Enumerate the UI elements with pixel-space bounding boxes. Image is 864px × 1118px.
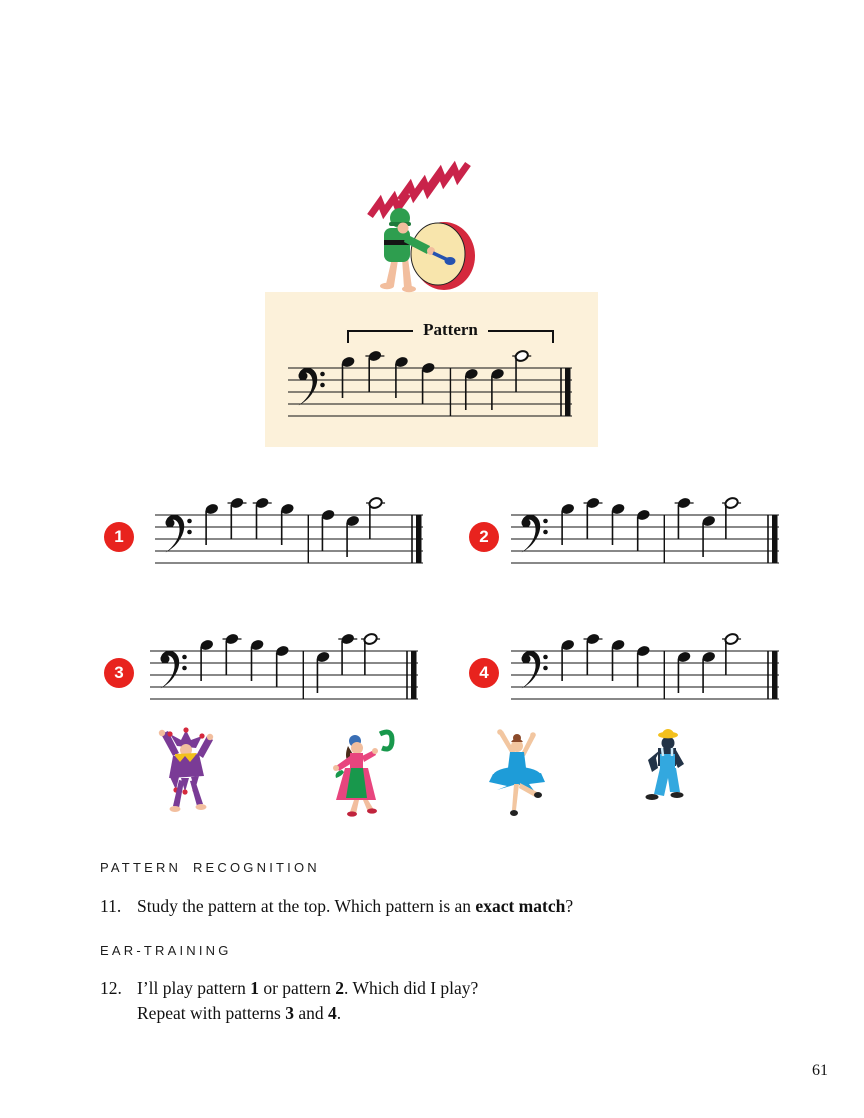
staff-svg	[511, 627, 779, 715]
pattern-1-staff	[155, 491, 423, 579]
bass-clef-icon	[299, 368, 325, 406]
note-C4-half	[366, 496, 385, 539]
question-12-line2: Repeat with patterns 3 and 4.	[137, 1003, 342, 1023]
question-12-line1: I’ll play pattern 1 or pattern 2. Which did I play?	[137, 978, 479, 998]
staff-svg	[511, 491, 779, 579]
note-A3-quarter	[636, 508, 651, 551]
bracket-right-tick	[552, 330, 554, 343]
final-thick-barline	[416, 515, 422, 563]
note-A3-quarter	[275, 644, 290, 687]
ear-training-heading: EAR-TRAINING	[100, 943, 232, 958]
pattern-3-staff	[150, 627, 418, 715]
jester-illustration	[143, 726, 233, 822]
note-C4-half	[361, 632, 380, 675]
bracket-left-line	[349, 330, 413, 332]
drummer-illustration	[356, 148, 496, 316]
note-C4-quarter	[223, 632, 242, 675]
question-12-number: 12.	[100, 978, 122, 998]
staff-svg	[155, 491, 423, 579]
pattern-2-staff	[511, 491, 779, 579]
page-number: 61	[812, 1062, 828, 1079]
overalls-dancer-illustration	[620, 726, 710, 822]
question-11-text: Study the pattern at the top. Which pattern is an exact match?	[137, 896, 574, 916]
pattern-2-badge: 2	[469, 522, 499, 552]
final-thick-barline	[772, 651, 778, 699]
note-C4-half	[512, 349, 531, 392]
pattern-recognition-heading: PATTERN RECOGNITION	[100, 860, 320, 875]
note-A3-quarter	[636, 644, 651, 687]
note-C4-half	[722, 632, 741, 675]
question-12	[100, 976, 720, 1026]
staff-svg	[288, 344, 572, 432]
drummer-boy	[380, 208, 475, 292]
staff-svg	[150, 627, 418, 715]
final-thick-barline	[565, 368, 571, 416]
note-C4-quarter	[584, 632, 603, 675]
pattern-staff	[288, 344, 572, 432]
bracket-right-line	[488, 330, 552, 332]
note-C4-quarter	[365, 349, 384, 392]
note-C4-quarter	[253, 496, 272, 539]
pattern-4-staff	[511, 627, 779, 715]
bass-clef-icon	[161, 651, 187, 689]
pattern-4-badge: 4	[469, 658, 499, 688]
question-12-text	[137, 976, 478, 1026]
folk-dancer-illustration	[318, 726, 408, 822]
bass-clef-icon	[522, 515, 548, 553]
question-11-number: 11.	[100, 896, 122, 916]
note-C4-quarter	[675, 496, 694, 539]
bass-clef-icon	[166, 515, 192, 553]
bass-clef-icon	[522, 651, 548, 689]
sound-zigzags-icon	[370, 164, 468, 216]
note-C4-quarter	[228, 496, 247, 539]
pattern-3-badge: 3	[104, 658, 134, 688]
question-11	[100, 894, 720, 919]
ballerina-illustration	[473, 726, 563, 822]
note-C4-quarter	[584, 496, 603, 539]
final-thick-barline	[772, 515, 778, 563]
pattern-1-badge: 1	[104, 522, 134, 552]
note-A3-quarter	[421, 361, 436, 404]
final-thick-barline	[411, 651, 417, 699]
pattern-label: Pattern	[423, 320, 478, 339]
pattern-bracket	[347, 320, 554, 344]
note-A3-quarter	[321, 508, 336, 551]
note-C4-half	[722, 496, 741, 539]
note-C4-quarter	[338, 632, 357, 675]
